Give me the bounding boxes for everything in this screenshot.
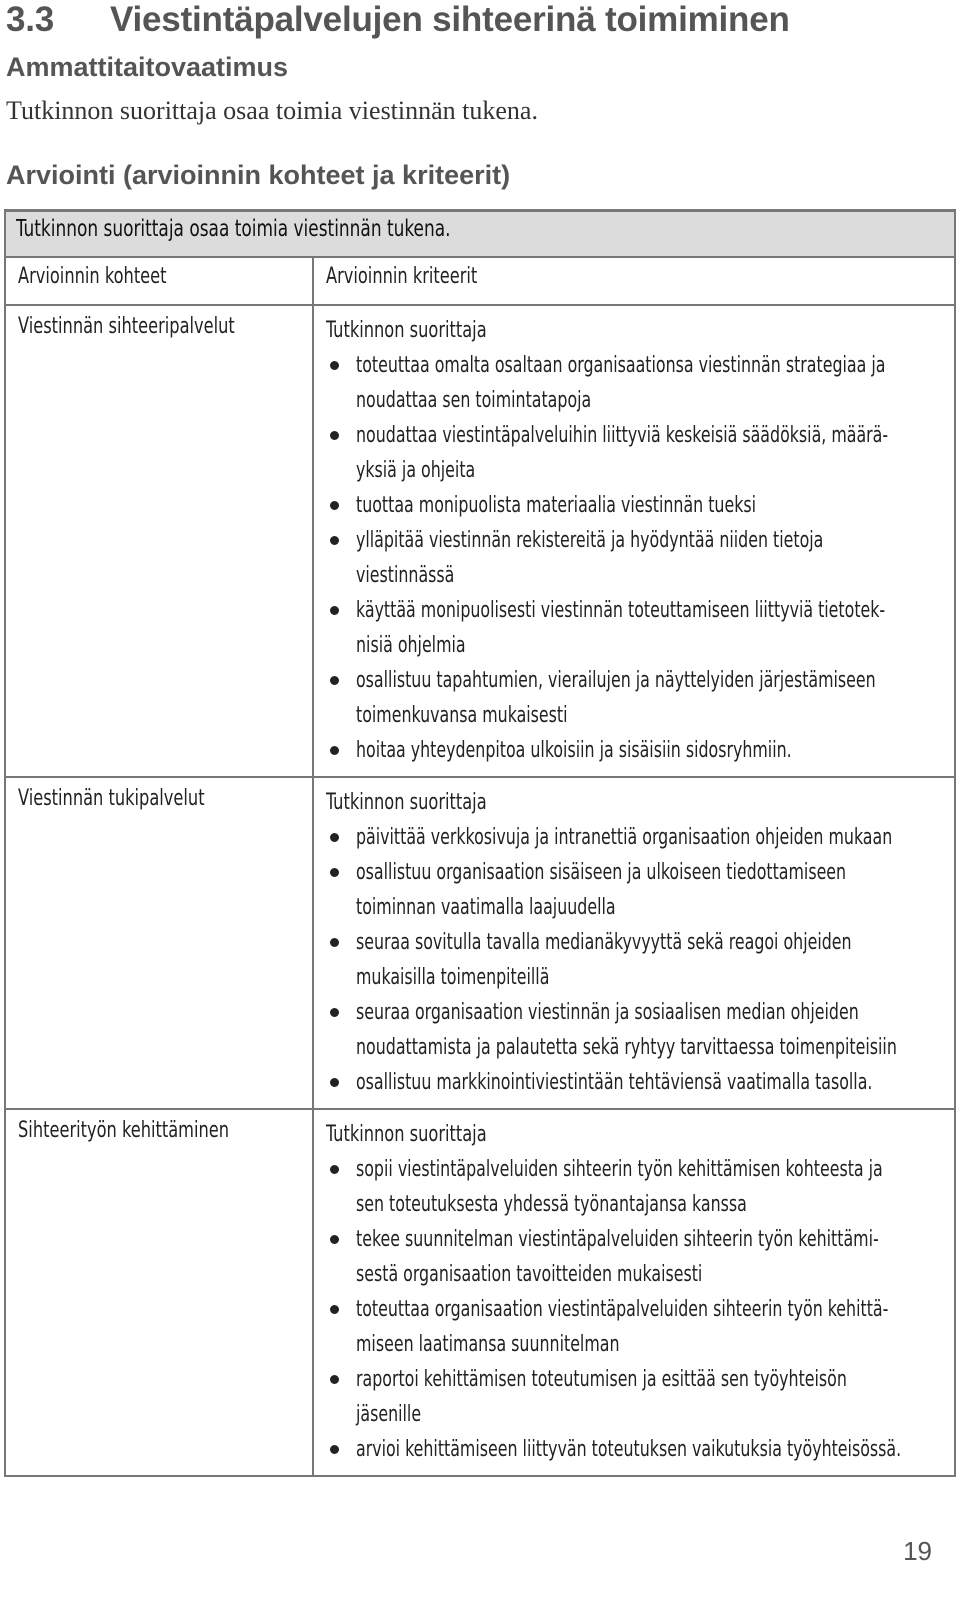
header-criteria-label: Arvioinnin kriteerit: [326, 264, 478, 289]
assessment-target-cell: [5, 777, 313, 1109]
assessment-target: Viestinnän sihteeripalvelut: [18, 314, 235, 339]
assessment-heading: Arviointi (arvioinnin kohteet ja kriteerit): [6, 160, 511, 190]
bullet-icon: [330, 938, 339, 947]
bullet-icon: [330, 536, 339, 545]
table-band-row: [5, 211, 955, 258]
table-band-cell: [5, 211, 955, 258]
assessment-target-cell: [5, 1109, 313, 1476]
section-number: 3.3: [6, 0, 55, 39]
criteria-list: [326, 348, 946, 768]
assessment-criteria-cell: [313, 777, 955, 1109]
criteria-text: seuraa sovitulla tavalla medianäkyvyyttä sekä reagoi ohjeiden: [356, 930, 852, 955]
bullet-icon: [330, 431, 339, 440]
criteria-text: noudattaa viestintäpalveluihin liittyviä keskeisiä säädöksiä, määrä-: [356, 423, 889, 448]
assessment-target: Sihteerityön kehittäminen: [18, 1118, 230, 1143]
requirement-text: Tutkinnon suorittaja osaa toimia viestinnän tukena.: [6, 96, 538, 125]
table-row: [5, 777, 955, 1109]
criteria-list: [326, 1152, 946, 1467]
requirement-heading: Ammattitaitovaatimus: [6, 52, 289, 82]
criteria-text: käyttää monipuolisesti viestinnän toteuttamiseen liittyviä tietotek-: [356, 598, 886, 623]
band-text: Tutkinnon suorittaja osaa toimia viestinnän tukena.: [16, 216, 451, 242]
assessment-table: [4, 209, 956, 1477]
bullet-icon: [330, 746, 339, 755]
criteria-text: seuraa organisaation viestinnän ja sosiaalisen median ohjeiden: [356, 1000, 859, 1025]
criteria-text: hoitaa yhteydenpitoa ulkoisiin ja sisäisiin sidosryhmiin.: [356, 738, 792, 763]
assessment-target-cell: [5, 305, 313, 777]
list-item: [326, 663, 946, 733]
criteria-text: osallistuu markkinointiviestintään tehtäviensä vaatimalla tasolla.: [356, 1070, 873, 1095]
bullet-icon: [330, 1008, 339, 1017]
bullet-icon: [330, 1305, 339, 1314]
list-item: [326, 488, 946, 523]
list-item: [326, 418, 946, 488]
criteria-text: nisiä ohjelmia: [356, 633, 466, 658]
criteria-list: [326, 820, 946, 1100]
criteria-lead: Tutkinnon suorittaja: [326, 1122, 487, 1147]
list-item: [326, 820, 946, 855]
list-item: [326, 925, 946, 995]
list-item: [326, 995, 946, 1065]
page-number: 19: [903, 1536, 932, 1566]
list-item: [326, 523, 946, 593]
criteria-text: miseen laatimansa suunnitelman: [356, 1332, 620, 1357]
bullet-icon: [330, 676, 339, 685]
header-criteria: [313, 257, 955, 305]
list-item: [326, 1432, 946, 1467]
bullet-icon: [330, 833, 339, 842]
criteria-text: osallistuu organisaation sisäiseen ja ulkoiseen tiedottamiseen: [356, 860, 847, 885]
bullet-icon: [330, 361, 339, 370]
table-header-row: [5, 257, 955, 305]
assessment-target: Viestinnän tukipalvelut: [18, 786, 205, 811]
bullet-icon: [330, 1078, 339, 1087]
bullet-icon: [330, 1375, 339, 1384]
criteria-text: mukaisilla toimenpiteillä: [356, 965, 550, 990]
criteria-text: osallistuu tapahtumien, vierailujen ja näyttelyiden järjestämiseen: [356, 668, 876, 693]
assessment-criteria-cell: [313, 305, 955, 777]
bullet-icon: [330, 1165, 339, 1174]
criteria-text: noudattaa sen toimintatapoja: [356, 388, 592, 413]
criteria-text: sopii viestintäpalveluiden sihteerin työn kehittämisen kohteesta ja: [356, 1157, 883, 1182]
criteria-text: toiminnan vaatimalla laajuudella: [356, 895, 616, 920]
list-item: [326, 1292, 946, 1362]
criteria-text: ylläpitää viestinnän rekistereitä ja hyödyntää niiden tietoja: [356, 528, 824, 553]
section-heading: [6, 0, 790, 40]
criteria-text: toteuttaa organisaation viestintäpalveluiden sihteerin työn kehittä-: [356, 1297, 889, 1322]
criteria-text: raportoi kehittämisen toteutumisen ja esittää sen työyhteisön: [356, 1367, 847, 1392]
table-row: [5, 1109, 955, 1476]
bullet-icon: [330, 868, 339, 877]
criteria-text: viestinnässä: [356, 563, 455, 588]
bullet-icon: [330, 606, 339, 615]
bullet-icon: [330, 1445, 339, 1454]
criteria-text: tekee suunnitelman viestintäpalveluiden sihteerin työn kehittämi-: [356, 1227, 879, 1252]
list-item: [326, 1065, 946, 1100]
list-item: [326, 1152, 946, 1222]
criteria-text: toimenkuvansa mukaisesti: [356, 703, 568, 728]
criteria-lead: Tutkinnon suorittaja: [326, 790, 487, 815]
criteria-text: päivittää verkkosivuja ja intranettiä organisaation ohjeiden mukaan: [356, 825, 893, 850]
list-item: [326, 348, 946, 418]
list-item: [326, 1222, 946, 1292]
criteria-text: tuottaa monipuolista materiaalia viestinnän tueksi: [356, 493, 757, 518]
section-title: Viestintäpalvelujen sihteerinä toimiminen: [110, 0, 790, 39]
criteria-text: jäsenille: [356, 1402, 422, 1427]
criteria-text: toteuttaa omalta osaltaan organisaationsa viestinnän strategiaa ja: [356, 353, 886, 378]
assessment-criteria-cell: [313, 1109, 955, 1476]
list-item: [326, 593, 946, 663]
header-targets-label: Arvioinnin kohteet: [18, 264, 167, 289]
criteria-text: sen toteutuksesta yhdessä työnantajansa kanssa: [356, 1192, 747, 1217]
criteria-text: yksiä ja ohjeita: [356, 458, 476, 483]
bullet-icon: [330, 1235, 339, 1244]
header-targets: [5, 257, 313, 305]
criteria-text: arvioi kehittämiseen liittyvän toteutuksen vaikutuksia työyhteisössä.: [356, 1437, 902, 1462]
criteria-text: noudattamista ja palautetta sekä ryhtyy tarvittaessa toimenpiteisiin: [356, 1035, 897, 1060]
criteria-lead: Tutkinnon suorittaja: [326, 318, 487, 343]
table-row: [5, 305, 955, 777]
list-item: [326, 733, 946, 768]
criteria-text: sestä organisaation tavoitteiden mukaisesti: [356, 1262, 703, 1287]
bullet-icon: [330, 501, 339, 510]
list-item: [326, 1362, 946, 1432]
list-item: [326, 855, 946, 925]
